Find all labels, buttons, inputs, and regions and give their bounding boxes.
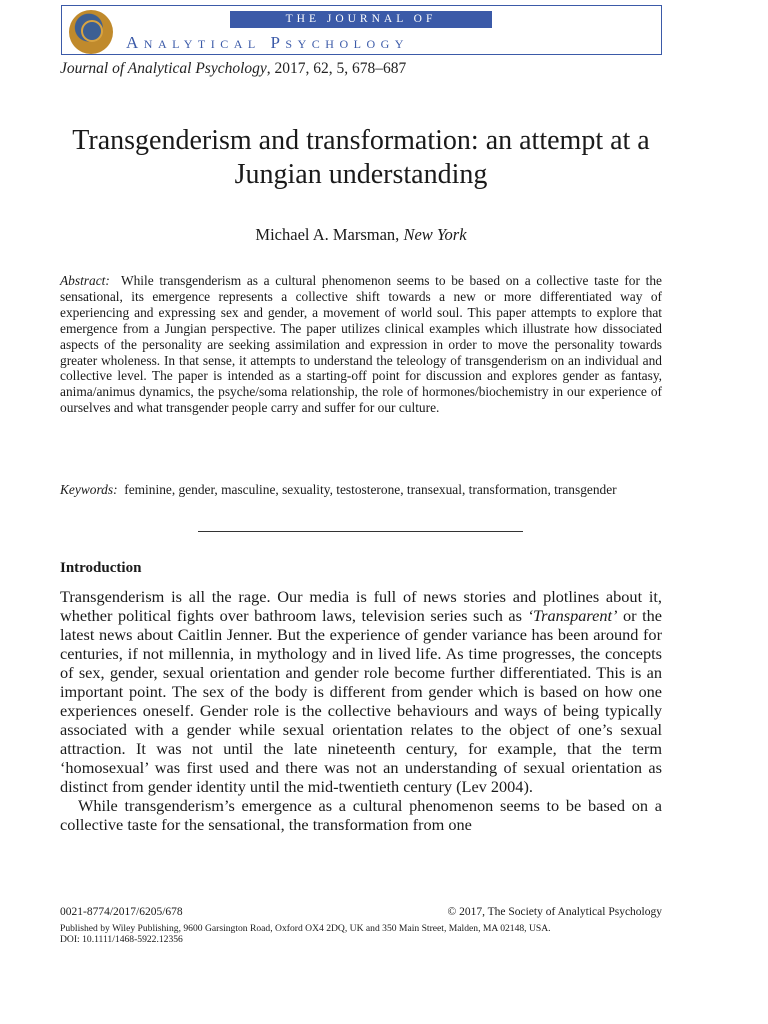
journal-header: [61, 5, 662, 55]
abstract-text: While transgenderism as a cultural phenomenon seems to be based on a collective taste for the sensational, its emergence represents a collective shift towards a new or more differentiated way of experiencing and expressing sex and gender, a movement of world soul. This paper attempts to explore that emergence from a Jungian perspective. The paper utilizes clinical examples which illustrate how dissociated aspects of the personality are seeking assimilation and expression in order to move the personality towards greater wholeness. In that sense, it attempts to understand the teleology of transgenderism on an individual and collective level. The paper is intended as a starting-off point for discussion and explores gender as fantasy, anima/animus dynamics, the psyche/soma relationship, the role of hormones/biochemistry in our experience of ourselves and what transgender people carry and suffer for our culture.: [60, 273, 662, 416]
author-name: Michael A. Marsman,: [255, 225, 400, 244]
paragraph-1-start: Transgenderism is all the rage. Our media is full of news stories and plotlines about it, whether political fights over bathroom laws, television series such as: [60, 587, 662, 625]
keywords: [60, 482, 662, 498]
journal-logo-icon: [69, 10, 113, 54]
publisher-info: [60, 923, 680, 945]
article-title: Transgenderism and transformation: an attempt at a Jungian understanding: [72, 125, 650, 190]
paragraph-1-italic: ‘Transparent’: [527, 606, 618, 625]
abstract-label: Abstract:: [60, 273, 110, 288]
journal-band: THE JOURNAL OF: [230, 11, 492, 28]
citation-details: , 2017, 62, 5, 678–687: [266, 60, 407, 77]
copyright-line: © 2017, The Society of Analytical Psychology: [447, 906, 662, 918]
author-line: [60, 225, 662, 245]
introduction-heading: Introduction: [60, 560, 142, 576]
section-divider: [198, 531, 523, 532]
publisher-line: Published by Wiley Publishing, 9600 Garsington Road, Oxford OX4 2DQ, UK and 350 Main Street, Malden, MA 02148, USA.: [60, 923, 551, 934]
keywords-label: Keywords:: [60, 482, 118, 497]
issn-line: 0021-8774/2017/6205/678: [60, 906, 183, 918]
paragraph-1: [60, 587, 662, 796]
introduction-body: [60, 587, 662, 834]
journal-citation: [60, 60, 406, 78]
abstract: [60, 273, 662, 416]
journal-name: Analytical Psychology: [126, 33, 409, 52]
author-location: New York: [403, 225, 467, 244]
citation-journal-name: Journal of Analytical Psychology: [60, 60, 267, 77]
doi-line: DOI: 10.1111/1468-5922.12356: [60, 934, 183, 945]
paragraph-1-rest: or the latest news about Caitlin Jenner. But the experience of gender variance has been around for centuries, if not millennia, in mythology and in lived life. As time progresses, the concepts of sex, gender, sexual orientation and gender role become further differentiated. This is an important point. The sex of the body is different from gender which is based on how one experiences oneself. Gender role is the collective behaviours and ways of being typically associated with a gender while sexual orientation relates to the object of one’s sexual attraction. It was not until the late nineteenth century, for example, that the term ‘homosexual’ was first used and there was not an understanding of sexual orientation as distinct from gender identity until the mid-twentieth century (Lev 2004).: [60, 606, 663, 796]
paragraph-2: While transgenderism’s emergence as a cultural phenomenon seems to be based on a collective taste for the sensational, the transformation from one: [60, 796, 662, 834]
logo-ring-icon: [81, 20, 103, 42]
keywords-text: feminine, gender, masculine, sexuality, testosterone, transexual, transformation, transgender: [124, 482, 617, 497]
